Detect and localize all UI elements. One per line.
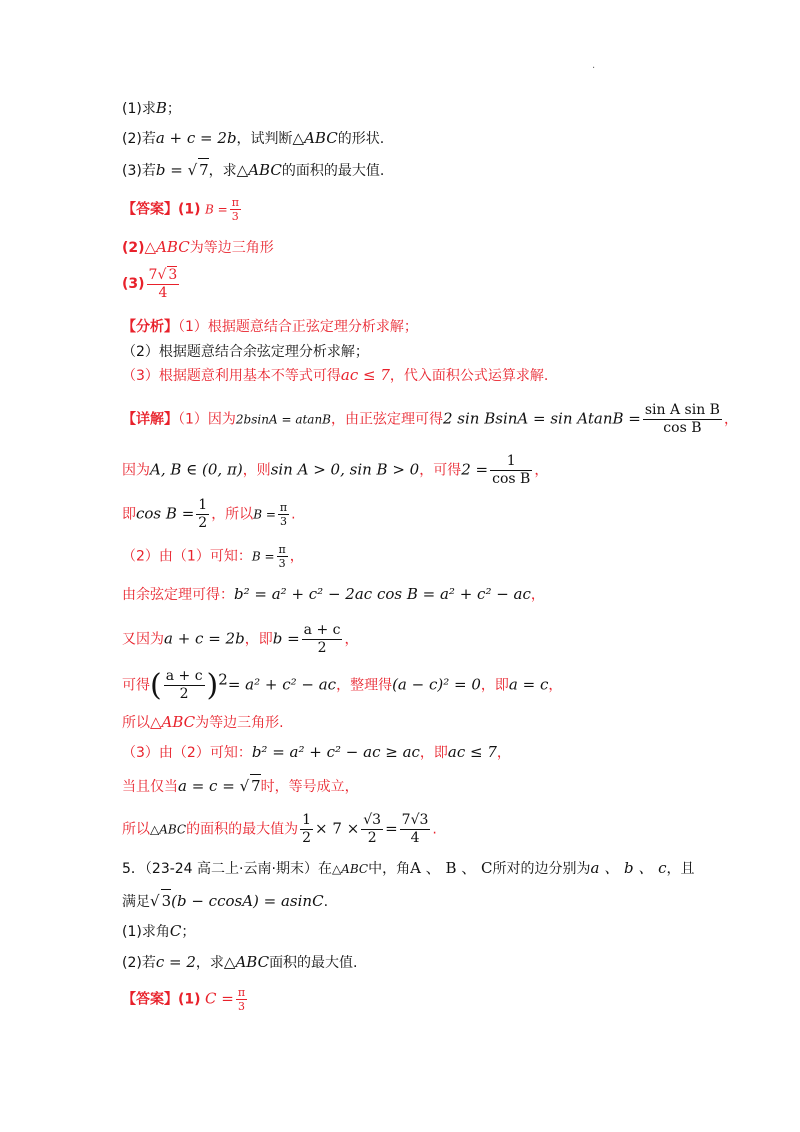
- q5-line1: 5．（23-24 高二上·云南·期末）在△ABC中，角A 、 B 、 C所对的边分别为a 、 b 、 c，且: [122, 859, 695, 877]
- detail-fraction-cos: $\frac{1}{\text{cos B}}$: [492, 453, 531, 487]
- detail-line4: （2）由（1）可知：B = $\frac{\pi}{3}$ ，: [122, 543, 304, 570]
- detail-line2: 因为A, B ∈ (0, π)，则sin A > 0, sin B > 0，可得2 = $\frac{1}{\text{cos B}}$ ，: [122, 453, 549, 487]
- detail-line5: 由余弦定理可得：b² = a² + c² − 2ac cos B = a² + c² − ac，: [122, 585, 545, 603]
- fraction-a-plus-c-squared: $\frac{a + c}{2}$: [165, 668, 203, 703]
- detail-line9: （3）由（2）可知：b² = a² + c² − ac ≥ ac，即ac ≤ 7，: [122, 743, 511, 761]
- q4-part3: (3)若b = √ 7，求△ABC的面积的最大值.: [122, 158, 384, 182]
- detail-line11: 所以△ABC的面积的最大值为 $\frac{1}{2}$ × 7 × $\frac{√3}{2}$ = $\frac{7√3}{4}$ .: [122, 812, 437, 846]
- detail-fraction-sin: $\frac{\text{sin A sin B}}{\text{cos B}}$: [644, 402, 720, 436]
- analysis-line2: （2）根据题意结合余弦定理分析求解；: [122, 344, 369, 360]
- detail-line1: 【详解】（1）因为2bsinA = atanB，由正弦定理可得2 sin BsinA = sin AtanB = $\frac{\text{sin A sin B}}{\text{cos B}}$ ，: [122, 402, 738, 436]
- fraction-root3-half: $\frac{√3}{2}$: [363, 812, 382, 846]
- detail-line7: 可得( $\frac{a + c}{2}$ )$^2$= a² + c² − ac，整理得(a − c)² = 0，即a = c，: [122, 667, 563, 703]
- q5-part1: (1)求角C；: [122, 922, 196, 940]
- answer4-part1: 【答案】(1) B = $\frac{\pi}{3}$: [122, 196, 239, 223]
- answer4-fraction: $\frac{\pi}{3}$: [231, 196, 239, 223]
- detail-line6: 又因为a + c = 2b，即b = $\frac{a + c}{2}$ ，: [122, 622, 359, 656]
- q4-part2: (2)若a + c = 2b，试判断△ABC的形状.: [122, 129, 385, 147]
- detail-line10: 当且仅当a = c = √ 7时，等号成立，: [122, 774, 359, 798]
- answer4-part3-fraction: $\frac{7√ 3}{4}$: [148, 267, 178, 301]
- fraction-7root3-quarter: $\frac{7√3}{4}$: [401, 812, 429, 846]
- fraction-one-half: $\frac{1}{2}$: [198, 497, 208, 531]
- answer4-part2: (2)△ABC为等边三角形: [122, 238, 274, 256]
- fraction-a-plus-c: $\frac{a + c}{2}$: [303, 622, 341, 656]
- analysis-line1: 【分析】（1）根据题意结合正弦定理分析求解；: [122, 319, 418, 335]
- q5-line2: 满足√ 3(b − ccosA) = asinC.: [122, 889, 328, 913]
- q5-part2: (2)若c = 2，求△ABC面积的最大值.: [122, 953, 358, 971]
- q4-part1: (1)求B；: [122, 99, 181, 117]
- answer5-fraction: $\frac{\pi}{3}$: [237, 986, 246, 1013]
- answer5-part1: 【答案】(1) C = $\frac{\pi}{3}$: [122, 986, 246, 1013]
- fraction-pi-third-2: $\frac{\pi}{3}$: [278, 543, 286, 570]
- detail-line8: 所以△ABC为等边三角形.: [122, 713, 284, 731]
- detail-line3: 即cos B = $\frac{1}{2}$ ，所以B = $\frac{\pi}{3}$ .: [122, 497, 296, 531]
- answer4-part3: (3) $\frac{7√ 3}{4}$: [122, 267, 178, 301]
- fraction-pi-third: $\frac{\pi}{3}$: [279, 501, 288, 528]
- fraction-one-half-2: $\frac{1}{2}$: [302, 812, 312, 846]
- page-dot: .: [592, 60, 596, 71]
- analysis-line3: （3）根据题意利用基本不等式可得ac ≤ 7，代入面积公式运算求解.: [122, 366, 549, 384]
